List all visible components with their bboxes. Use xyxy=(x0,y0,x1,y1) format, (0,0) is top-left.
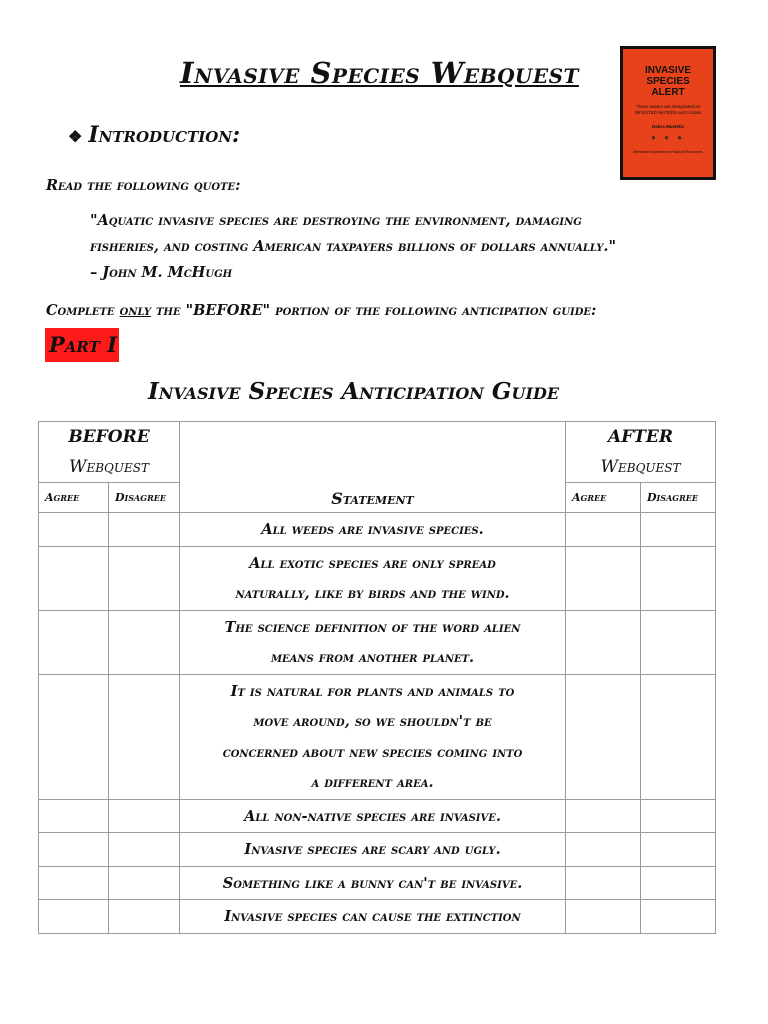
statement-cell xyxy=(180,900,566,934)
statement-line: The science definition of the word alien xyxy=(224,618,521,636)
before-agree-cell[interactable] xyxy=(39,799,109,833)
table-row xyxy=(39,799,716,833)
before-disagree-cell[interactable] xyxy=(109,610,180,674)
after-disagree-cell[interactable] xyxy=(641,610,716,674)
after-disagree-cell[interactable] xyxy=(641,674,716,799)
statement-line: concerned about new species coming into xyxy=(222,743,523,761)
poster-mussels-image: ● ● ● xyxy=(651,133,685,142)
before-disagree-cell[interactable] xyxy=(109,799,180,833)
quote-line-2: fisheries, and costing American taxpayers billions of dollars annually." xyxy=(90,238,617,255)
quote-author: – John M. McHugh xyxy=(90,264,233,281)
statement-line: All exotic species are only spread xyxy=(249,554,496,572)
before-agree-header: Agree xyxy=(39,483,109,513)
before-disagree-cell[interactable] xyxy=(109,546,180,610)
after-disagree-cell[interactable] xyxy=(641,866,716,900)
statement-line: All non-native species are invasive. xyxy=(244,807,501,825)
statement-line: All weeds are invasive species. xyxy=(261,521,484,538)
before-agree-cell[interactable] xyxy=(39,900,109,934)
before-agree-cell[interactable] xyxy=(39,610,109,674)
guide-title: Invasive Species Anticipation Guide xyxy=(148,378,560,405)
after-agree-cell[interactable] xyxy=(566,799,641,833)
before-agree-cell[interactable] xyxy=(39,866,109,900)
after-disagree-cell[interactable] xyxy=(641,900,716,934)
table-row xyxy=(39,833,716,867)
table-row xyxy=(39,546,716,610)
after-agree-cell[interactable] xyxy=(566,900,641,934)
complete-instruction: Complete only the "BEFORE" portion of the following anticipation guide: xyxy=(46,302,597,319)
statement-line: means from another planet. xyxy=(270,649,475,666)
invasive-species-alert-poster xyxy=(620,46,716,180)
after-agree-cell[interactable] xyxy=(566,674,641,799)
quote-line-1: "Aquatic invasive species are destroying the environment, damaging xyxy=(90,212,582,229)
before-agree-cell[interactable] xyxy=(39,833,109,867)
table-row xyxy=(39,866,716,900)
after-disagree-cell[interactable] xyxy=(641,513,716,547)
before-disagree-cell[interactable] xyxy=(109,674,180,799)
diamond-bullet-icon: ❖ xyxy=(68,127,83,146)
after-agree-cell[interactable] xyxy=(566,546,641,610)
statement-line: Invasive species are scary and ugly. xyxy=(244,841,501,858)
poster-author: Debra Mustelis xyxy=(651,124,684,129)
table-row xyxy=(39,900,716,934)
statement-cell xyxy=(180,833,566,867)
statement-cell xyxy=(180,546,566,610)
after-disagree-cell[interactable] xyxy=(641,833,716,867)
before-disagree-cell[interactable] xyxy=(109,866,180,900)
after-agree-cell[interactable] xyxy=(566,513,641,547)
document-title: Invasive Species Webquest xyxy=(180,56,579,90)
statement-header: Statement xyxy=(180,422,566,513)
after-disagree-cell[interactable] xyxy=(641,799,716,833)
only-emphasis: only xyxy=(119,302,151,319)
statement-line: It is natural for plants and animals to xyxy=(230,682,515,700)
before-disagree-cell[interactable] xyxy=(109,900,180,934)
after-disagree-header: Disagree xyxy=(641,483,716,513)
poster-subtitle: These waters are designated as INFESTED WATERS and contain xyxy=(634,104,702,115)
before-webquest-header: BEFORE Webquest xyxy=(39,422,180,483)
before-disagree-cell[interactable] xyxy=(109,833,180,867)
table-row xyxy=(39,513,716,547)
statement-line: Something like a bunny can't be invasive. xyxy=(222,874,523,892)
after-webquest-header: AFTER Webquest xyxy=(566,422,716,483)
statement-cell xyxy=(180,610,566,674)
before-disagree-header: Disagree xyxy=(109,483,180,513)
after-agree-cell[interactable] xyxy=(566,866,641,900)
introduction-heading: ❖ Introduction: xyxy=(68,122,241,148)
statement-cell xyxy=(180,674,566,799)
poster-footer: Minnesota Department of Natural Resources xyxy=(633,150,703,154)
part-label: Part I xyxy=(45,328,119,362)
poster-title: INVASIVE SPECIES ALERT xyxy=(645,65,691,98)
before-agree-cell[interactable] xyxy=(39,513,109,547)
table-row xyxy=(39,610,716,674)
statement-line: Invasive species can cause the extinction xyxy=(224,908,521,925)
statement-line: a different area. xyxy=(311,774,434,791)
before-disagree-cell[interactable] xyxy=(109,513,180,547)
after-agree-cell[interactable] xyxy=(566,610,641,674)
before-agree-cell[interactable] xyxy=(39,546,109,610)
anticipation-guide-table xyxy=(38,421,716,934)
statement-cell xyxy=(180,799,566,833)
statement-cell xyxy=(180,513,566,547)
statement-line: move around, so we shouldn't be xyxy=(253,713,492,730)
before-agree-cell[interactable] xyxy=(39,674,109,799)
table-row xyxy=(39,674,716,799)
statement-line: naturally, like by birds and the wind. xyxy=(235,585,510,602)
after-agree-header: Agree xyxy=(566,483,641,513)
after-agree-cell[interactable] xyxy=(566,833,641,867)
read-quote-instruction: Read the following quote: xyxy=(46,177,241,194)
statement-cell xyxy=(180,866,566,900)
after-disagree-cell[interactable] xyxy=(641,546,716,610)
